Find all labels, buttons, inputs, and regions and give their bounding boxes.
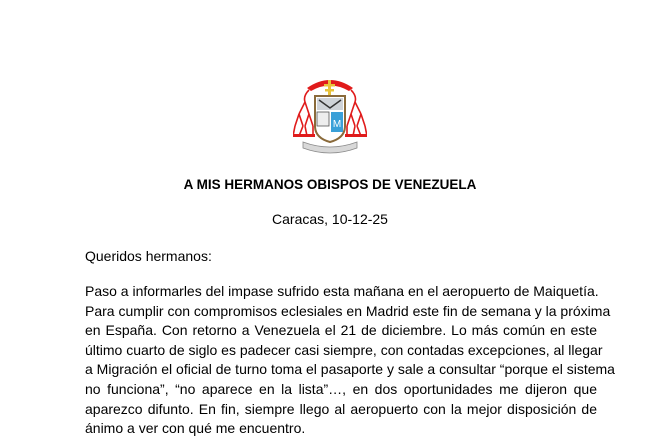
paragraph-line: a Migración el oficial de turno toma el pasaporte y sale a consultar “porque el sistema [85, 361, 615, 378]
greeting: Queridos hermanos: [85, 248, 212, 264]
paragraph-line: aparezco difunto. En fin, siempre llego al aeropuerto con la mejor disposición de [85, 400, 597, 417]
svg-text:M: M [332, 119, 342, 130]
letter-heading: A MIS HERMANOS OBISPOS DE VENEZUELA [183, 177, 477, 192]
paragraph-line: Paso a informarles del impase sufrido esta mañana en el aeropuerto de Maiquetía. [85, 283, 599, 299]
paragraph-line: último cuarto de siglo es padecer casi siempre, con contadas excepciones, al llegar [85, 341, 603, 358]
place-date: Caracas, 10-12-25 [272, 211, 388, 227]
paragraph-line: en España. Con retorno a Venezuela el 21 de diciembre. Lo más común en este [85, 322, 597, 339]
coat-of-arms-logo [293, 66, 367, 154]
paragraph-line: no funciona”, “no aparece en la lista”…, en dos oportunidades me dijeron que [85, 380, 597, 397]
paragraph-line: ánimo a ver con qué me encuentro. [85, 420, 306, 437]
paragraph-line: Para cumplir con compromisos eclesiales en Madrid este fin de semana y la próxima [85, 302, 611, 319]
body-paragraph [85, 282, 615, 439]
